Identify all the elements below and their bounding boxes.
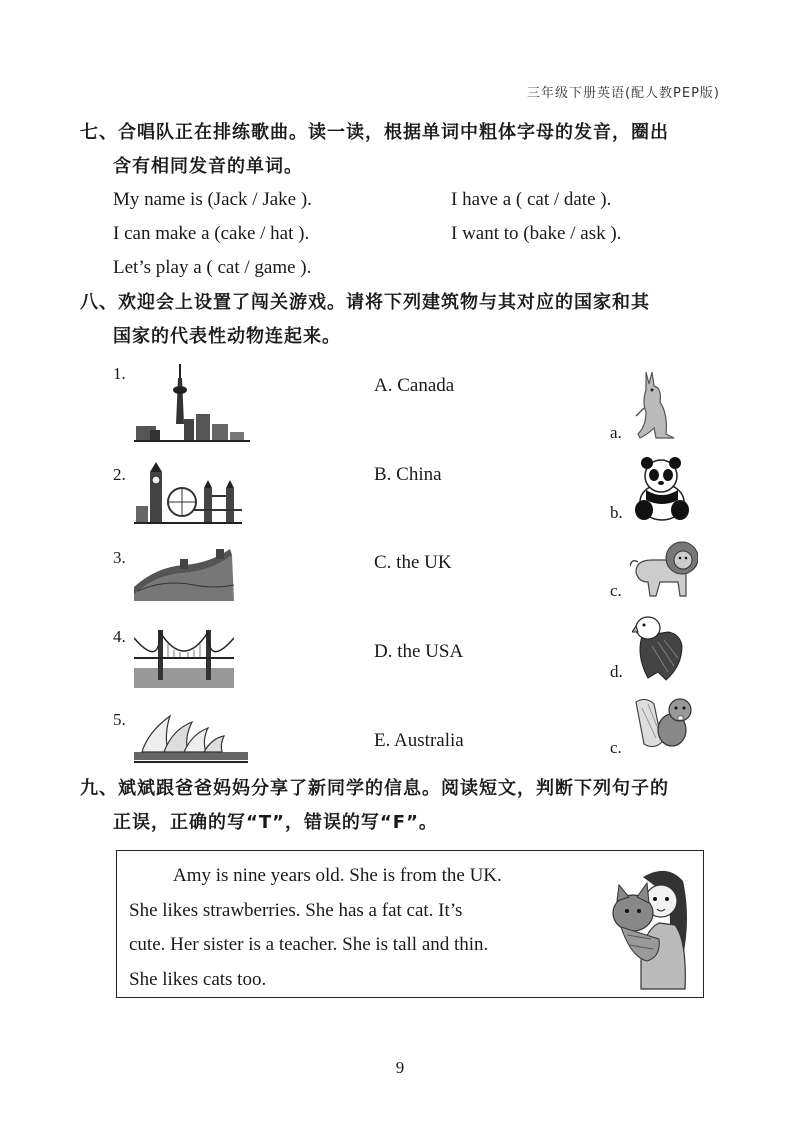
country-label-d: D. the USA: [374, 641, 464, 662]
country-label-c: C. the UK: [374, 552, 452, 573]
page-number: 9: [395, 1058, 405, 1077]
section7-title-line1: 七、合唱队正在排练歌曲。读一读，根据单词中粗体字母的发音，圈出: [80, 122, 669, 143]
animal-letter-4: d.: [610, 662, 623, 681]
item-number-2: 2.: [113, 465, 126, 484]
animal-letter-5: c.: [610, 738, 622, 757]
passage-line-3: cute. Her sister is a teacher. She is tall and thin.: [129, 934, 489, 955]
london-big-ben-tower-bridge-icon: [134, 462, 242, 526]
section7-title-line2: 含有相同发音的单词。: [113, 156, 303, 177]
sydney-opera-house-icon: [134, 712, 248, 766]
section7-item-3: I can make a (cake / hat ).: [113, 223, 310, 244]
section8-title: [80, 286, 650, 354]
section7-item-2: I have a ( cat / date ).: [451, 189, 612, 210]
section7-item-5: Let’s play a ( cat / game ).: [113, 257, 312, 278]
animal-letter-3: c.: [610, 581, 622, 600]
country-label-a: A. Canada: [374, 375, 455, 396]
item-number-1: 1.: [113, 364, 126, 383]
section8-title-line1: 八、欢迎会上设置了闯关游戏。请将下列建筑物与其对应的国家和其: [80, 292, 650, 313]
passage-line-2: She likes strawberries. She has a fat cat. It’s: [129, 899, 463, 921]
cn-tower-icon: [134, 364, 250, 444]
great-wall-icon: [134, 545, 234, 601]
section8-title-line2: 国家的代表性动物连起来。: [113, 326, 341, 347]
item-number-3: 3.: [113, 548, 126, 567]
panda-icon: [632, 456, 690, 522]
animal-letter-1: a.: [610, 423, 622, 442]
reading-passage-box: [116, 850, 704, 998]
page-header: 三年级下册英语(配人教PEP版): [526, 86, 720, 101]
item-number-4: 4.: [113, 627, 126, 646]
country-label-b: B. China: [374, 464, 442, 485]
section9-title: [80, 772, 669, 840]
item-number-5: 5.: [113, 710, 126, 729]
section7-title: [80, 116, 669, 184]
girl-holding-cat-icon: [607, 861, 691, 991]
section9-title-line2: 正误，正确的写“T”，错误的写“F”。: [113, 812, 438, 833]
beaver-icon: [632, 694, 698, 754]
golden-gate-bridge-icon: [134, 628, 234, 688]
country-label-e: E. Australia: [374, 730, 464, 751]
eagle-icon: [632, 612, 686, 682]
section9-title-line1: 九、斌斌跟爸爸妈妈分享了新同学的信息。阅读短文，判断下列句子的: [80, 778, 669, 799]
lion-icon: [630, 538, 698, 600]
animal-letter-2: b.: [610, 503, 623, 522]
section7-item-1: My name is (Jack / Jake ).: [113, 189, 312, 210]
passage-line-1: Amy is nine years old. She is from the UK.: [173, 865, 502, 886]
passage-line-4: She likes cats too.: [129, 968, 267, 990]
reading-passage: [129, 859, 599, 997]
section7-item-4: I want to (bake / ask ).: [451, 223, 622, 244]
kangaroo-icon: [632, 368, 676, 442]
